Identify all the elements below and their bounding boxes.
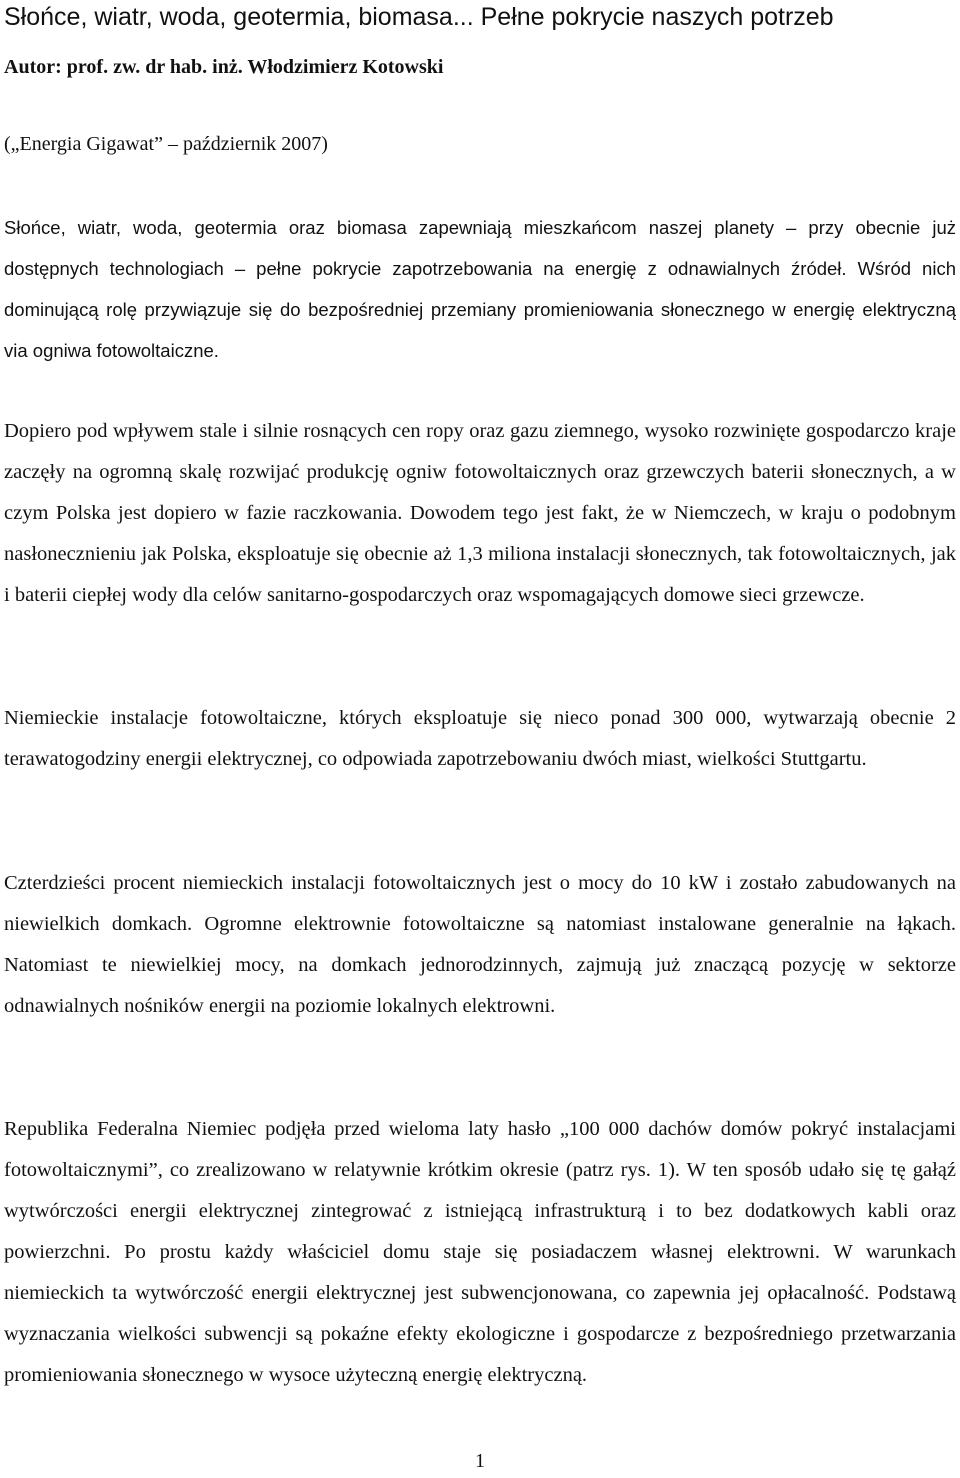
paragraph-intro: Słońce, wiatr, woda, geotermia oraz biomasa zapewniają mieszkańcom naszej planety – przy obecnie już dostępnych technologiach – pełne pokrycie zapotrzebowania na energię z odnawialnych źródeł. Wśród nich dominującą rolę przywiązuje się do bezpośredniej przemiany promieniowania słonecznego w energię elektryczną via ogniwa fotowoltaiczne. bbox=[4, 217, 956, 361]
paragraph-forty-percent: Czterdzieści procent niemieckich instalacji fotowoltaicznych jest o mocy do 10 kW i zostało zabudowanych na niewielkich domkach. Ogromne elektrownie fotowoltaiczne są natomiast instalowane generalnie na łąkach. Natomiast te niewielkiej mocy, na domkach jednorodzinnych, zajmują już znaczącą pozycję w sektorze odnawialnych nośników energii na poziomie lokalnych elektrowni. bbox=[4, 872, 956, 1017]
paragraph-roofs-program: Republika Federalna Niemiec podjęła przed wieloma laty hasło „100 000 dachów domów pokryć instalacjami fotowoltaicznymi”, co zrealizowano w relatywnie krótkim okresie (patrz rys. 1). W ten sposób udało się tę gałąź wytwórczości energii elektrycznej zintegrować z istniejącą infrastrukturą i to bez dodatkowych kabli oraz powierzchni. Po prostu każdy właściciel domu staje się posiadaczem własnej elektrowni. W warunkach niemieckich ta wytwórczość energii elektrycznej jest subwencjonowana, co zapewnia jej opłacalność. Podstawą wyznaczania wielkości subwencji są pokaźne efekty ekologiczne i gospodarcze z bezpośredniego przetwarzania promieniowania słonecznego w wysoce użyteczną energię elektryczną. bbox=[4, 1118, 956, 1386]
paragraph-prices: Dopiero pod wpływem stale i silnie rosnących cen ropy oraz gazu ziemnego, wysoko rozwinięte gospodarczo kraje zaczęły na ogromną skalę rozwijać produkcję ogniw fotowoltaicznych oraz grzewczych baterii słonecznych, a w czym Polska jest dopiero w fazie raczkowania. Dowodem tego jest fakt, że w Niemczech, w kraju o podobnym nasłonecznieniu jak Polska, eksploatuje się obecnie aż 1,3 miliona instalacji słonecznych, tak fotowoltaicznych, jak i baterii ciepłej wody dla celów sanitarno-gospodarczych oraz wspomagających domowe sieci grzewcze. bbox=[4, 420, 956, 606]
source-line: („Energia Gigawat” – październik 2007) bbox=[4, 133, 328, 155]
author-line: Autor: prof. zw. dr hab. inż. Włodzimierz Kotowski bbox=[4, 56, 444, 78]
document-title: Słońce, wiatr, woda, geotermia, biomasa... Pełne pokrycie naszych potrzeb bbox=[4, 3, 834, 31]
page-number: 1 bbox=[475, 1450, 485, 1472]
paragraph-installations: Niemieckie instalacje fotowoltaiczne, których eksploatuje się nieco ponad 300 000, wytwarzają obecnie 2 terawatogodziny energii elektrycznej, co odpowiada zapotrzebowaniu dwóch miast, wielkości Stuttgartu. bbox=[4, 707, 956, 770]
